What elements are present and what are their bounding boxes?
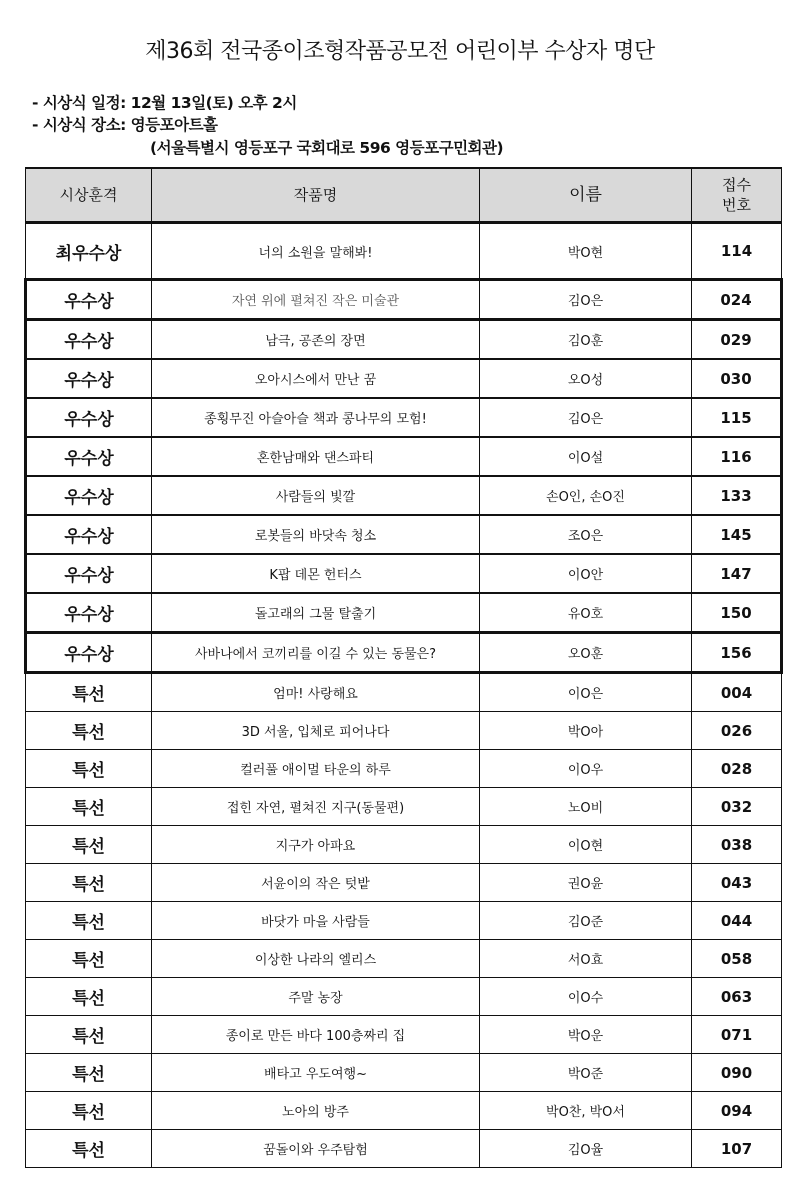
table-row [26, 359, 782, 398]
title-cell: 노아의 방주 [152, 1092, 480, 1130]
table-row [26, 864, 782, 902]
table-row [26, 673, 782, 712]
number-cell: 094 [692, 1092, 782, 1130]
name-cell: 이O설 [480, 437, 692, 476]
award-cell: 우수상 [26, 593, 152, 633]
title-cell: 지구가 아파요 [152, 826, 480, 864]
name-cell: 권O윤 [480, 864, 692, 902]
name-cell: 서O효 [480, 940, 692, 978]
number-cell: 038 [692, 826, 782, 864]
award-cell: 우수상 [26, 633, 152, 673]
winners-table [24, 167, 783, 1168]
name-cell: 오O성 [480, 359, 692, 398]
page-title: 제36회 전국종이조형작품공모전 어린이부 수상자 명단 [145, 39, 655, 64]
name-cell: 이O우 [480, 750, 692, 788]
number-cell: 107 [692, 1130, 782, 1168]
number-cell: 043 [692, 864, 782, 902]
title-cell: 너의 소원을 말해봐! [152, 223, 480, 280]
ceremony-schedule: - 시상식 일정: 12월 13일(토) 오후 2시 [32, 94, 297, 112]
title-cell: 바닷가 마을 사람들 [152, 902, 480, 940]
name-cell: 이O현 [480, 826, 692, 864]
table-row [26, 1016, 782, 1054]
name-cell: 이O수 [480, 978, 692, 1016]
number-cell: 150 [692, 593, 782, 633]
name-cell: 조O은 [480, 515, 692, 554]
table-row [26, 320, 782, 360]
title-cell: 종횡무진 아슬아슬 책과 콩나무의 모험! [152, 398, 480, 437]
table-row [26, 1054, 782, 1092]
number-cell: 058 [692, 940, 782, 978]
title-cell: 꿈돌이와 우주탐험 [152, 1130, 480, 1168]
table-row [26, 788, 782, 826]
number-cell: 004 [692, 673, 782, 712]
award-cell: 특선 [26, 750, 152, 788]
table-row [26, 940, 782, 978]
table-row [26, 223, 782, 280]
name-cell: 김O율 [480, 1130, 692, 1168]
number-cell: 090 [692, 1054, 782, 1092]
title-cell: 서윤이의 작은 텃밭 [152, 864, 480, 902]
name-cell: 김O준 [480, 902, 692, 940]
name-cell: 이O안 [480, 554, 692, 593]
award-cell: 우수상 [26, 554, 152, 593]
name-cell: 박O찬, 박O서 [480, 1092, 692, 1130]
number-cell: 024 [692, 280, 782, 320]
table-header-row [26, 168, 782, 223]
number-cell: 114 [692, 223, 782, 280]
award-cell: 특선 [26, 673, 152, 712]
title-cell: 컬러풀 애이멀 타운의 하루 [152, 750, 480, 788]
number-cell: 029 [692, 320, 782, 360]
table-row [26, 826, 782, 864]
title-cell: 사바나에서 코끼리를 이길 수 있는 동물은? [152, 633, 480, 673]
award-cell: 특선 [26, 1016, 152, 1054]
title-cell: 남극, 공존의 장면 [152, 320, 480, 360]
number-cell: 071 [692, 1016, 782, 1054]
table-row [26, 515, 782, 554]
table-row [26, 712, 782, 750]
award-cell: 우수상 [26, 280, 152, 320]
title-cell: 배타고 우도여행~ [152, 1054, 480, 1092]
award-cell: 우수상 [26, 437, 152, 476]
award-cell: 우수상 [26, 515, 152, 554]
name-cell: 손O인, 손O진 [480, 476, 692, 515]
number-cell: 030 [692, 359, 782, 398]
award-cell: 특선 [26, 826, 152, 864]
number-cell: 133 [692, 476, 782, 515]
table-row [26, 902, 782, 940]
award-cell: 특선 [26, 1054, 152, 1092]
number-cell: 156 [692, 633, 782, 673]
title-cell: 이상한 나라의 엘리스 [152, 940, 480, 978]
table-row [26, 978, 782, 1016]
number-cell: 115 [692, 398, 782, 437]
title-cell: 3D 서울, 입체로 피어나다 [152, 712, 480, 750]
title-cell: 혼한남매와 댄스파티 [152, 437, 480, 476]
name-cell: 김O은 [480, 398, 692, 437]
table-row [26, 750, 782, 788]
award-cell: 특선 [26, 1092, 152, 1130]
table-row [26, 554, 782, 593]
number-cell: 116 [692, 437, 782, 476]
title-cell: 종이로 만든 바다 100층짜리 집 [152, 1016, 480, 1054]
award-cell: 우수상 [26, 359, 152, 398]
title-cell: 사람들의 빛깔 [152, 476, 480, 515]
number-cell: 147 [692, 554, 782, 593]
name-cell: 박O준 [480, 1054, 692, 1092]
table-row [26, 476, 782, 515]
award-cell: 우수상 [26, 398, 152, 437]
name-cell: 박O현 [480, 223, 692, 280]
title-cell: 접힌 자연, 펼쳐진 지구(동물편) [152, 788, 480, 826]
name-cell: 이O은 [480, 673, 692, 712]
title-cell: K팝 데몬 헌터스 [152, 554, 480, 593]
ceremony-address: (서울특별시 영등포구 국회대로 596 영등포구민회관) [150, 139, 504, 157]
title-cell: 로봇들의 바닷속 청소 [152, 515, 480, 554]
award-cell: 특선 [26, 1130, 152, 1168]
name-cell: 오O훈 [480, 633, 692, 673]
header-name: 이름 [480, 168, 692, 223]
award-cell: 최우수상 [26, 223, 152, 280]
number-cell: 032 [692, 788, 782, 826]
table-row [26, 437, 782, 476]
table-row [26, 593, 782, 633]
name-cell: 노O비 [480, 788, 692, 826]
award-cell: 특선 [26, 978, 152, 1016]
award-cell: 특선 [26, 902, 152, 940]
award-cell: 특선 [26, 788, 152, 826]
ceremony-venue: - 시상식 장소: 영등포아트홀 [32, 116, 218, 134]
award-cell: 특선 [26, 712, 152, 750]
header-number: 접수 번호 [692, 168, 782, 223]
award-cell: 특선 [26, 940, 152, 978]
table-row [26, 1130, 782, 1168]
name-cell: 박O운 [480, 1016, 692, 1054]
header-title: 작품명 [152, 168, 480, 223]
title-cell: 오아시스에서 만난 꿈 [152, 359, 480, 398]
table-row [26, 280, 782, 320]
number-cell: 145 [692, 515, 782, 554]
name-cell: 김O은 [480, 280, 692, 320]
name-cell: 박O아 [480, 712, 692, 750]
title-cell: 주말 농장 [152, 978, 480, 1016]
title-cell: 자연 위에 펼쳐진 작은 미술관 [152, 280, 480, 320]
award-cell: 우수상 [26, 320, 152, 360]
number-cell: 026 [692, 712, 782, 750]
table-row [26, 633, 782, 673]
award-cell: 특선 [26, 864, 152, 902]
name-cell: 유O호 [480, 593, 692, 633]
table-row [26, 398, 782, 437]
title-cell: 돌고래의 그물 탈출기 [152, 593, 480, 633]
number-cell: 044 [692, 902, 782, 940]
name-cell: 김O훈 [480, 320, 692, 360]
table-row [26, 1092, 782, 1130]
number-cell: 028 [692, 750, 782, 788]
title-cell: 엄마! 사랑해요 [152, 673, 480, 712]
award-cell: 우수상 [26, 476, 152, 515]
number-cell: 063 [692, 978, 782, 1016]
header-award: 시상훈격 [26, 168, 152, 223]
